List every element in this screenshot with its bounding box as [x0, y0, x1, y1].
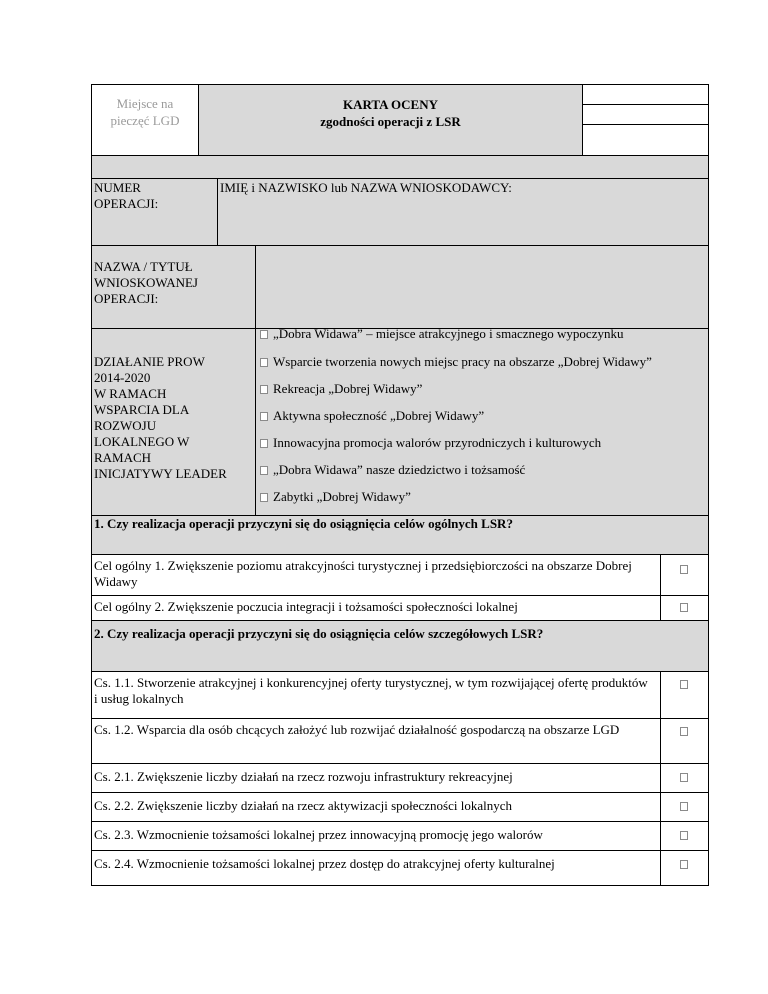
action-option-1[interactable]: „Dobra Widawa” – miejsce atrakcyjnego i smacznego wypoczynku — [260, 326, 623, 342]
specific-goal-row — [91, 763, 661, 793]
checkbox-icon[interactable] — [260, 493, 268, 502]
checkbox-icon[interactable] — [680, 565, 688, 574]
specific-goal-check-cell[interactable] — [660, 850, 709, 886]
checkbox-icon[interactable] — [260, 385, 268, 394]
stamp-placeholder: Miejsce na pieczęć LGD — [110, 96, 180, 128]
action-option-7[interactable]: Zabytki „Dobrej Widawy” — [260, 489, 411, 505]
goal-check-cell[interactable] — [660, 595, 709, 621]
specific-goal-text: Cs. 1.1. Stworzenie atrakcyjnej i konkurencyjnej oferty turystycznej, w tym rozwijającej ofertę produktów i usług lokalnych — [94, 675, 648, 706]
checkbox-icon[interactable] — [680, 860, 688, 869]
goal-text: Cel ogólny 1. Zwiększenie poziomu atrakcyjności turystycznej i przedsiębiorczości na obszarze Dobrej Widawy — [94, 558, 632, 589]
operation-name-label: NAZWA / TYTUŁ WNIOSKOWANEJ OPERACJI: — [94, 259, 198, 306]
specific-goal-check-cell[interactable] — [660, 671, 709, 719]
checkbox-icon[interactable] — [680, 773, 688, 782]
checkbox-icon[interactable] — [260, 439, 268, 448]
specific-goal-row — [91, 850, 661, 886]
action-option-6[interactable]: „Dobra Widawa” nasze dziedzictwo i tożsamość — [260, 462, 525, 478]
action-label-cell — [91, 328, 256, 516]
registry-field-1[interactable] — [582, 84, 709, 105]
checkbox-icon[interactable] — [680, 727, 688, 736]
applicant-label: IMIĘ i NAZWISKO lub NAZWA WNIOSKODAWCY: — [220, 180, 512, 195]
action-option-3[interactable]: Rekreacja „Dobrej Widawy” — [260, 381, 422, 397]
specific-goal-check-cell[interactable] — [660, 821, 709, 851]
action-option-2[interactable]: Wsparcie tworzenia nowych miejsc pracy na obszarze „Dobrej Widawy” — [260, 354, 652, 370]
checkbox-icon[interactable] — [260, 412, 268, 421]
goal-text: Cel ogólny 2. Zwiększenie poczucia integracji i tożsamości społeczności lokalnej — [94, 599, 518, 614]
specific-goal-row — [91, 718, 661, 764]
checkbox-icon[interactable] — [680, 831, 688, 840]
specific-goal-text: Cs. 2.2. Zwiększenie liczby działań na rzecz aktywizacji społeczności lokalnych — [94, 798, 512, 813]
goal-row — [91, 595, 661, 621]
checkbox-icon[interactable] — [260, 358, 268, 367]
section2-question: 2. Czy realizacja operacji przyczyni się do osiągnięcia celów szczegółowych LSR? — [94, 626, 544, 641]
checkbox-icon[interactable] — [260, 330, 268, 339]
specific-goal-row — [91, 821, 661, 851]
action-option-4[interactable]: Aktywna społeczność „Dobrej Widawy” — [260, 408, 484, 424]
specific-goal-check-cell[interactable] — [660, 792, 709, 822]
specific-goal-text: Cs. 2.1. Zwiększenie liczby działań na rzecz rozwoju infrastruktury rekreacyjnej — [94, 769, 513, 784]
section1-question: 1. Czy realizacja operacji przyczyni się do osiągnięcia celów ogólnych LSR? — [94, 516, 513, 531]
operation-name-input[interactable] — [255, 245, 709, 329]
specific-goal-row — [91, 792, 661, 822]
specific-goal-text: Cs. 2.4. Wzmocnienie tożsamości lokalnej przez dostęp do atrakcyjnej oferty kulturalnej — [94, 856, 555, 871]
action-label: DZIAŁANIE PROW 2014-2020 W RAMACH WSPARCIA DLA ROZWOJU LOKALNEGO W RAMACH INICJATYWY LEADER — [94, 354, 227, 481]
specific-goal-check-cell[interactable] — [660, 763, 709, 793]
goal-check-cell[interactable] — [660, 554, 709, 596]
title-box — [198, 84, 583, 156]
registry-field-2[interactable] — [582, 104, 709, 125]
registry-field-3[interactable] — [582, 124, 709, 156]
specific-goal-text: Cs. 2.3. Wzmocnienie tożsamości lokalnej przez innowacyjną promocję jego walorów — [94, 827, 543, 842]
applicant-cell[interactable] — [217, 178, 709, 246]
goal-row — [91, 554, 661, 596]
section1-header — [91, 515, 709, 555]
checkbox-icon[interactable] — [260, 466, 268, 475]
specific-goal-text: Cs. 1.2. Wsparcia dla osób chcących założyć lub rozwijać działalność gospodarczą na obszarze LGD — [94, 722, 620, 737]
stamp-box — [91, 84, 199, 156]
spacer-row — [91, 155, 709, 179]
checkbox-icon[interactable] — [680, 603, 688, 612]
form-subtitle: zgodności operacji z LSR — [320, 114, 461, 129]
section2-header — [91, 620, 709, 672]
checkbox-icon[interactable] — [680, 680, 688, 689]
form-title: KARTA OCENY — [342, 97, 438, 112]
specific-goal-row — [91, 671, 661, 719]
action-option-5[interactable]: Innowacyjna promocja walorów przyrodniczych i kulturowych — [260, 435, 601, 451]
specific-goal-check-cell[interactable] — [660, 718, 709, 764]
operation-number-label: NUMER OPERACJI: — [94, 180, 159, 211]
operation-name-label-cell — [91, 245, 256, 329]
operation-number-cell[interactable] — [91, 178, 218, 246]
checkbox-icon[interactable] — [680, 802, 688, 811]
